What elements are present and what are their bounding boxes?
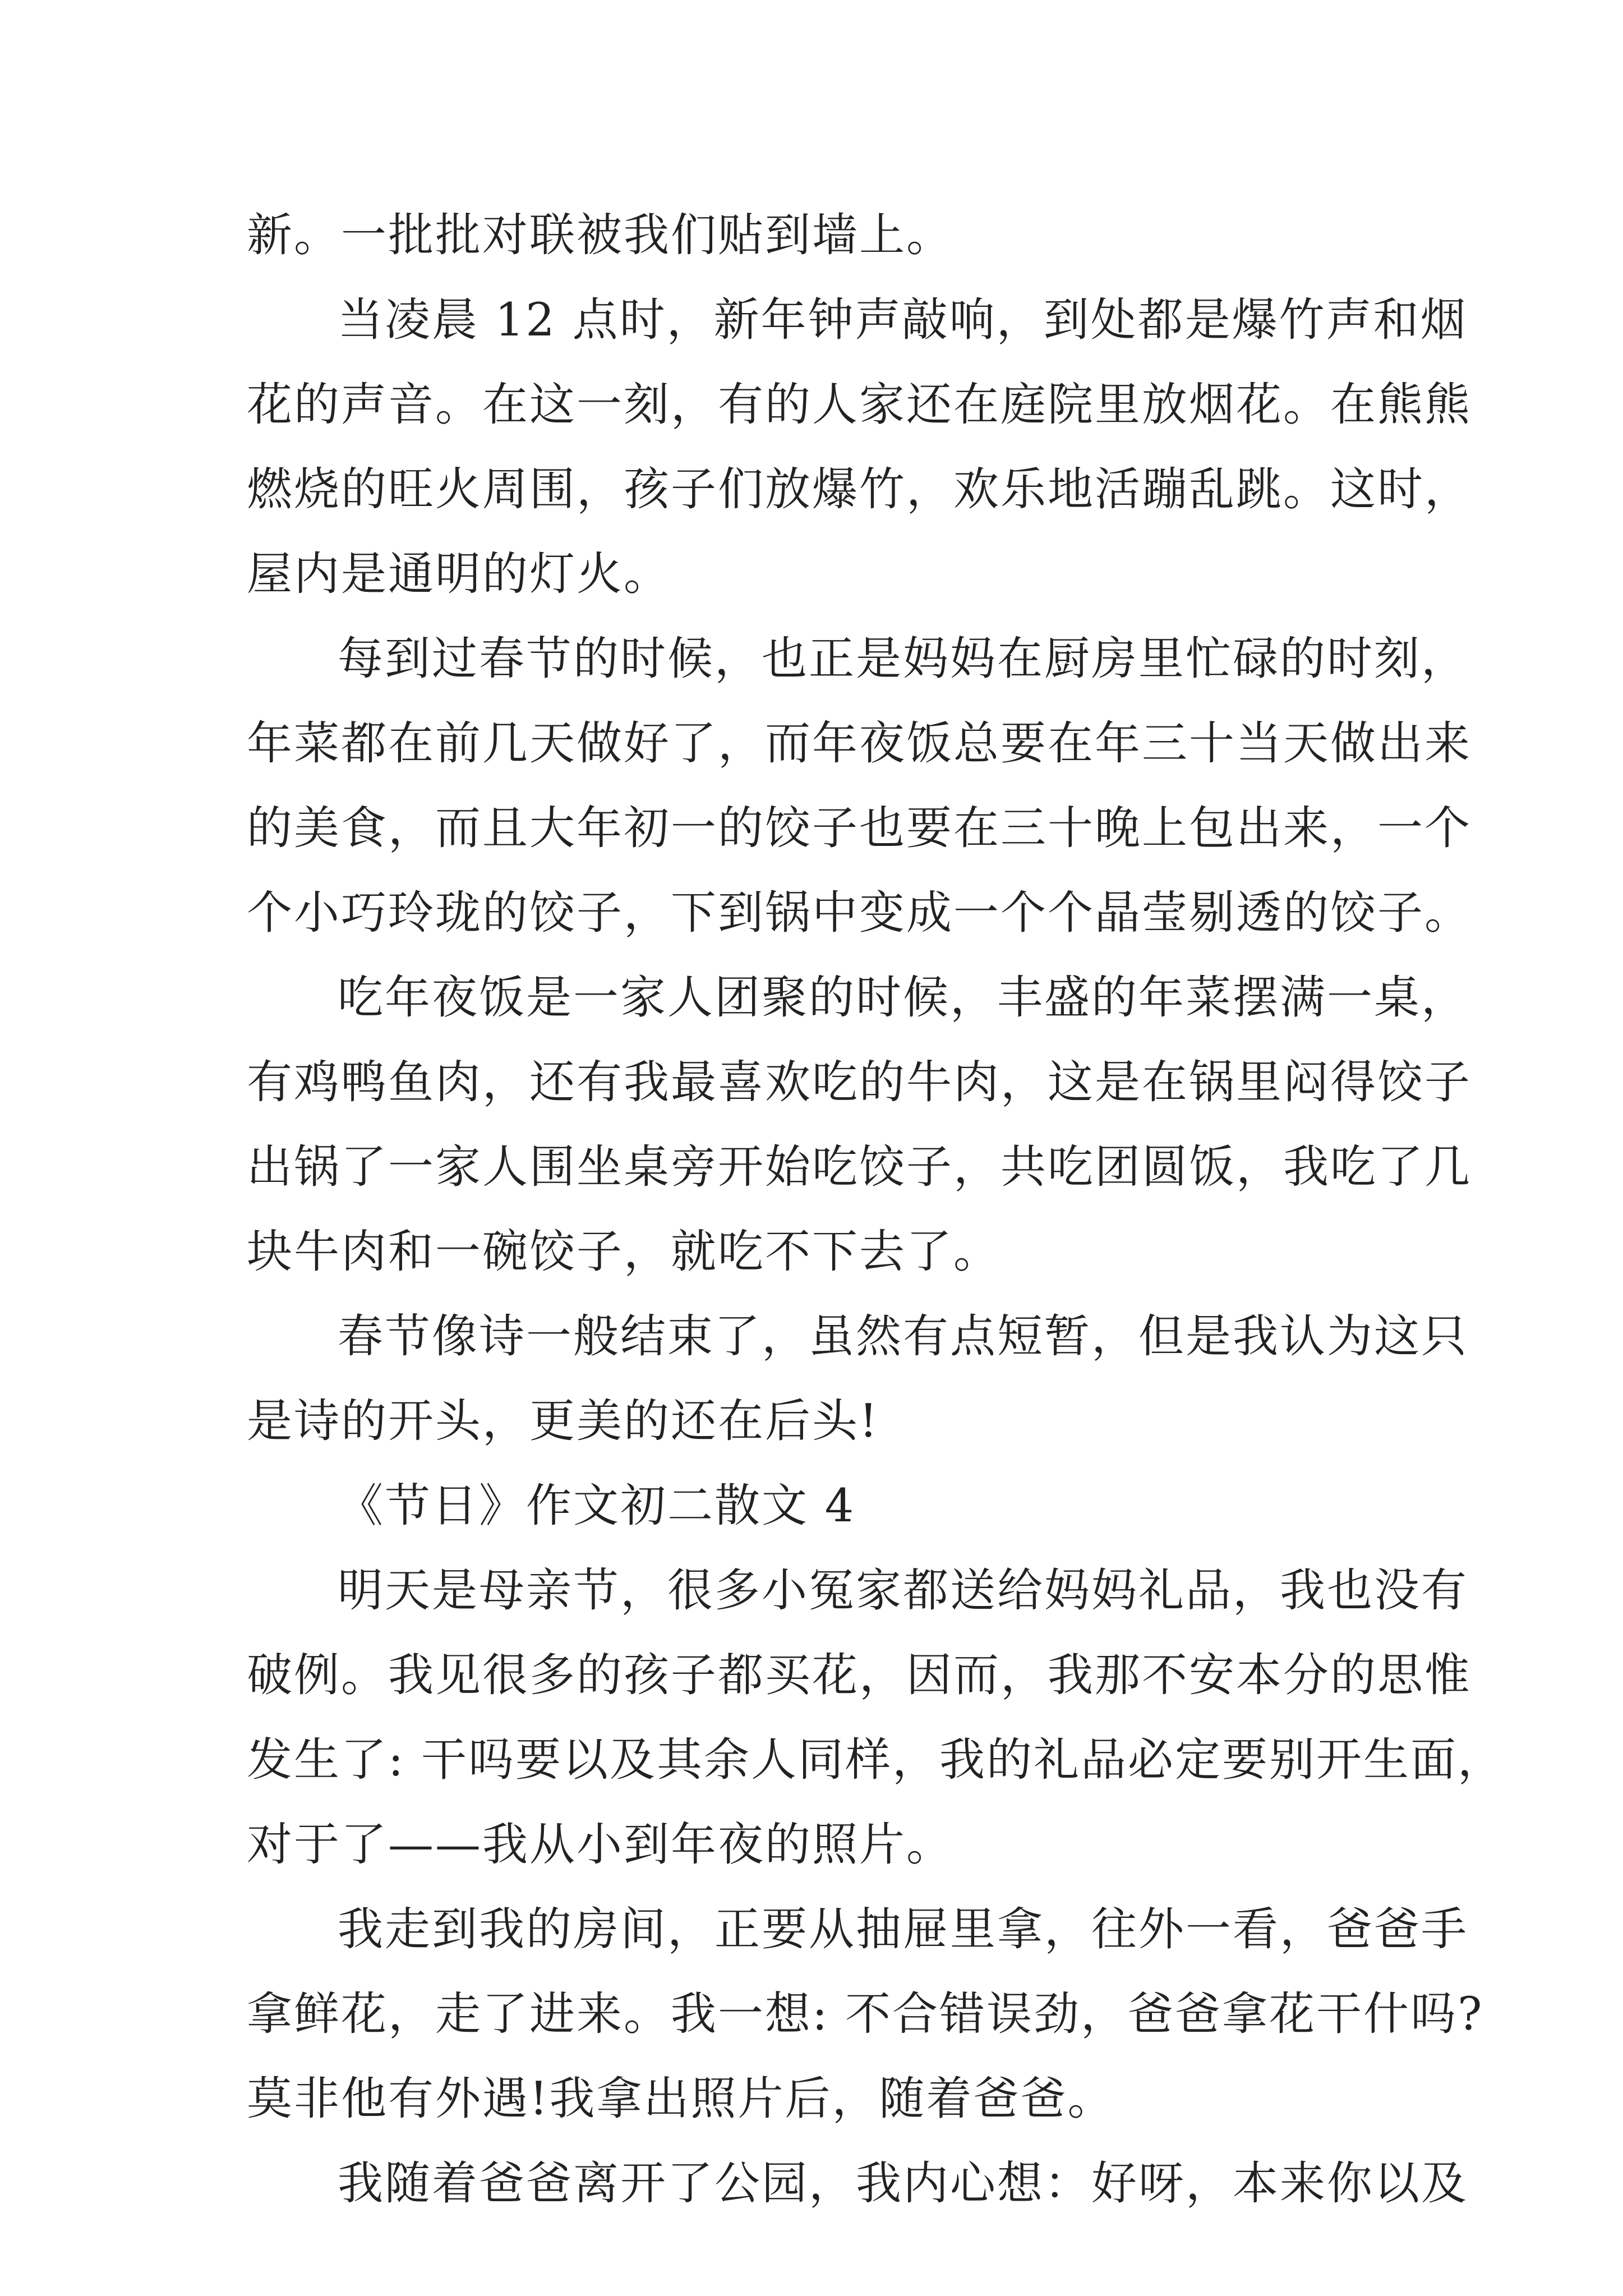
text-line: 有鸡鸭鱼肉，还有我最喜欢吃的牛肉，这是在锅里闷得饺子 <box>247 1056 1472 1109</box>
paragraph-start-line: 吃年夜饭是一家人团聚的时候，丰盛的年菜摆满一桌， <box>338 972 1469 1024</box>
paragraph-start-line: 当凌晨 12 点时，新年钟声敲响，到处都是爆竹声和烟 <box>338 294 1468 347</box>
text-line: 拿鲜花，走了进来。我一想: 不合错误劲，爸爸拿花干什吗? <box>247 1988 1484 2041</box>
paragraph-start-line: 明天是母亲节，很多小冤家都送给妈妈礼品，我也没有 <box>338 1565 1469 1617</box>
text-line: 对于了——我从小到年夜的照片。 <box>247 1819 954 1871</box>
text-line: 个小巧玲珑的饺子，下到锅中变成一个个晶莹剔透的饺子。 <box>247 887 1472 940</box>
paragraph-start-line: 我随着爸爸离开了公园，我内心想：好呀，本来你以及 <box>338 2157 1469 2210</box>
text-line: 新。一批批对联被我们贴到墙上。 <box>247 209 954 262</box>
document-body <box>247 194 1505 2226</box>
text-line: 出锅了一家人围坐桌旁开始吃饺子，共吃团圆饭，我吃了几 <box>247 1141 1472 1194</box>
text-line: 燃烧的旺火周围，孩子们放爆竹，欢乐地活蹦乱跳。这时， <box>247 463 1472 516</box>
paragraph-start-line: 每到过春节的时候，也正是妈妈在厨房里忙碌的时刻， <box>338 633 1469 685</box>
text-line: 是诗的开头，更美的还在后头! <box>247 1395 879 1448</box>
text-line: 破例。我见很多的孩子都买花，因而，我那不安本分的思惟 <box>247 1649 1472 1702</box>
text-line: 花的声音。在这一刻，有的人家还在庭院里放烟花。在熊熊 <box>247 379 1472 431</box>
paragraph-start-line: 春节像诗一般结束了，虽然有点短暂，但是我认为这只 <box>338 1310 1469 1363</box>
text-line: 屋内是通明的灯火。 <box>247 548 671 601</box>
text-line: 的美食，而且大年初一的饺子也要在三十晚上包出来，一个 <box>247 802 1472 855</box>
text-line: 莫非他有外遇!我拿出照片后，随着爸爸。 <box>247 2073 1115 2125</box>
text-line: 年菜都在前几天做好了，而年夜饭总要在年三十当天做出来 <box>247 717 1472 770</box>
section-heading: 《节日》作文初二散文 4 <box>338 1480 856 1533</box>
text-line: 发生了: 干吗要以及其余人同样，我的礼品必定要别开生面， <box>247 1734 1505 1787</box>
text-line: 块牛肉和一碗饺子，就吃不下去了。 <box>247 1226 1001 1278</box>
paragraph-start-line: 我走到我的房间，正要从抽屉里拿，往外一看，爸爸手 <box>338 1903 1469 1956</box>
